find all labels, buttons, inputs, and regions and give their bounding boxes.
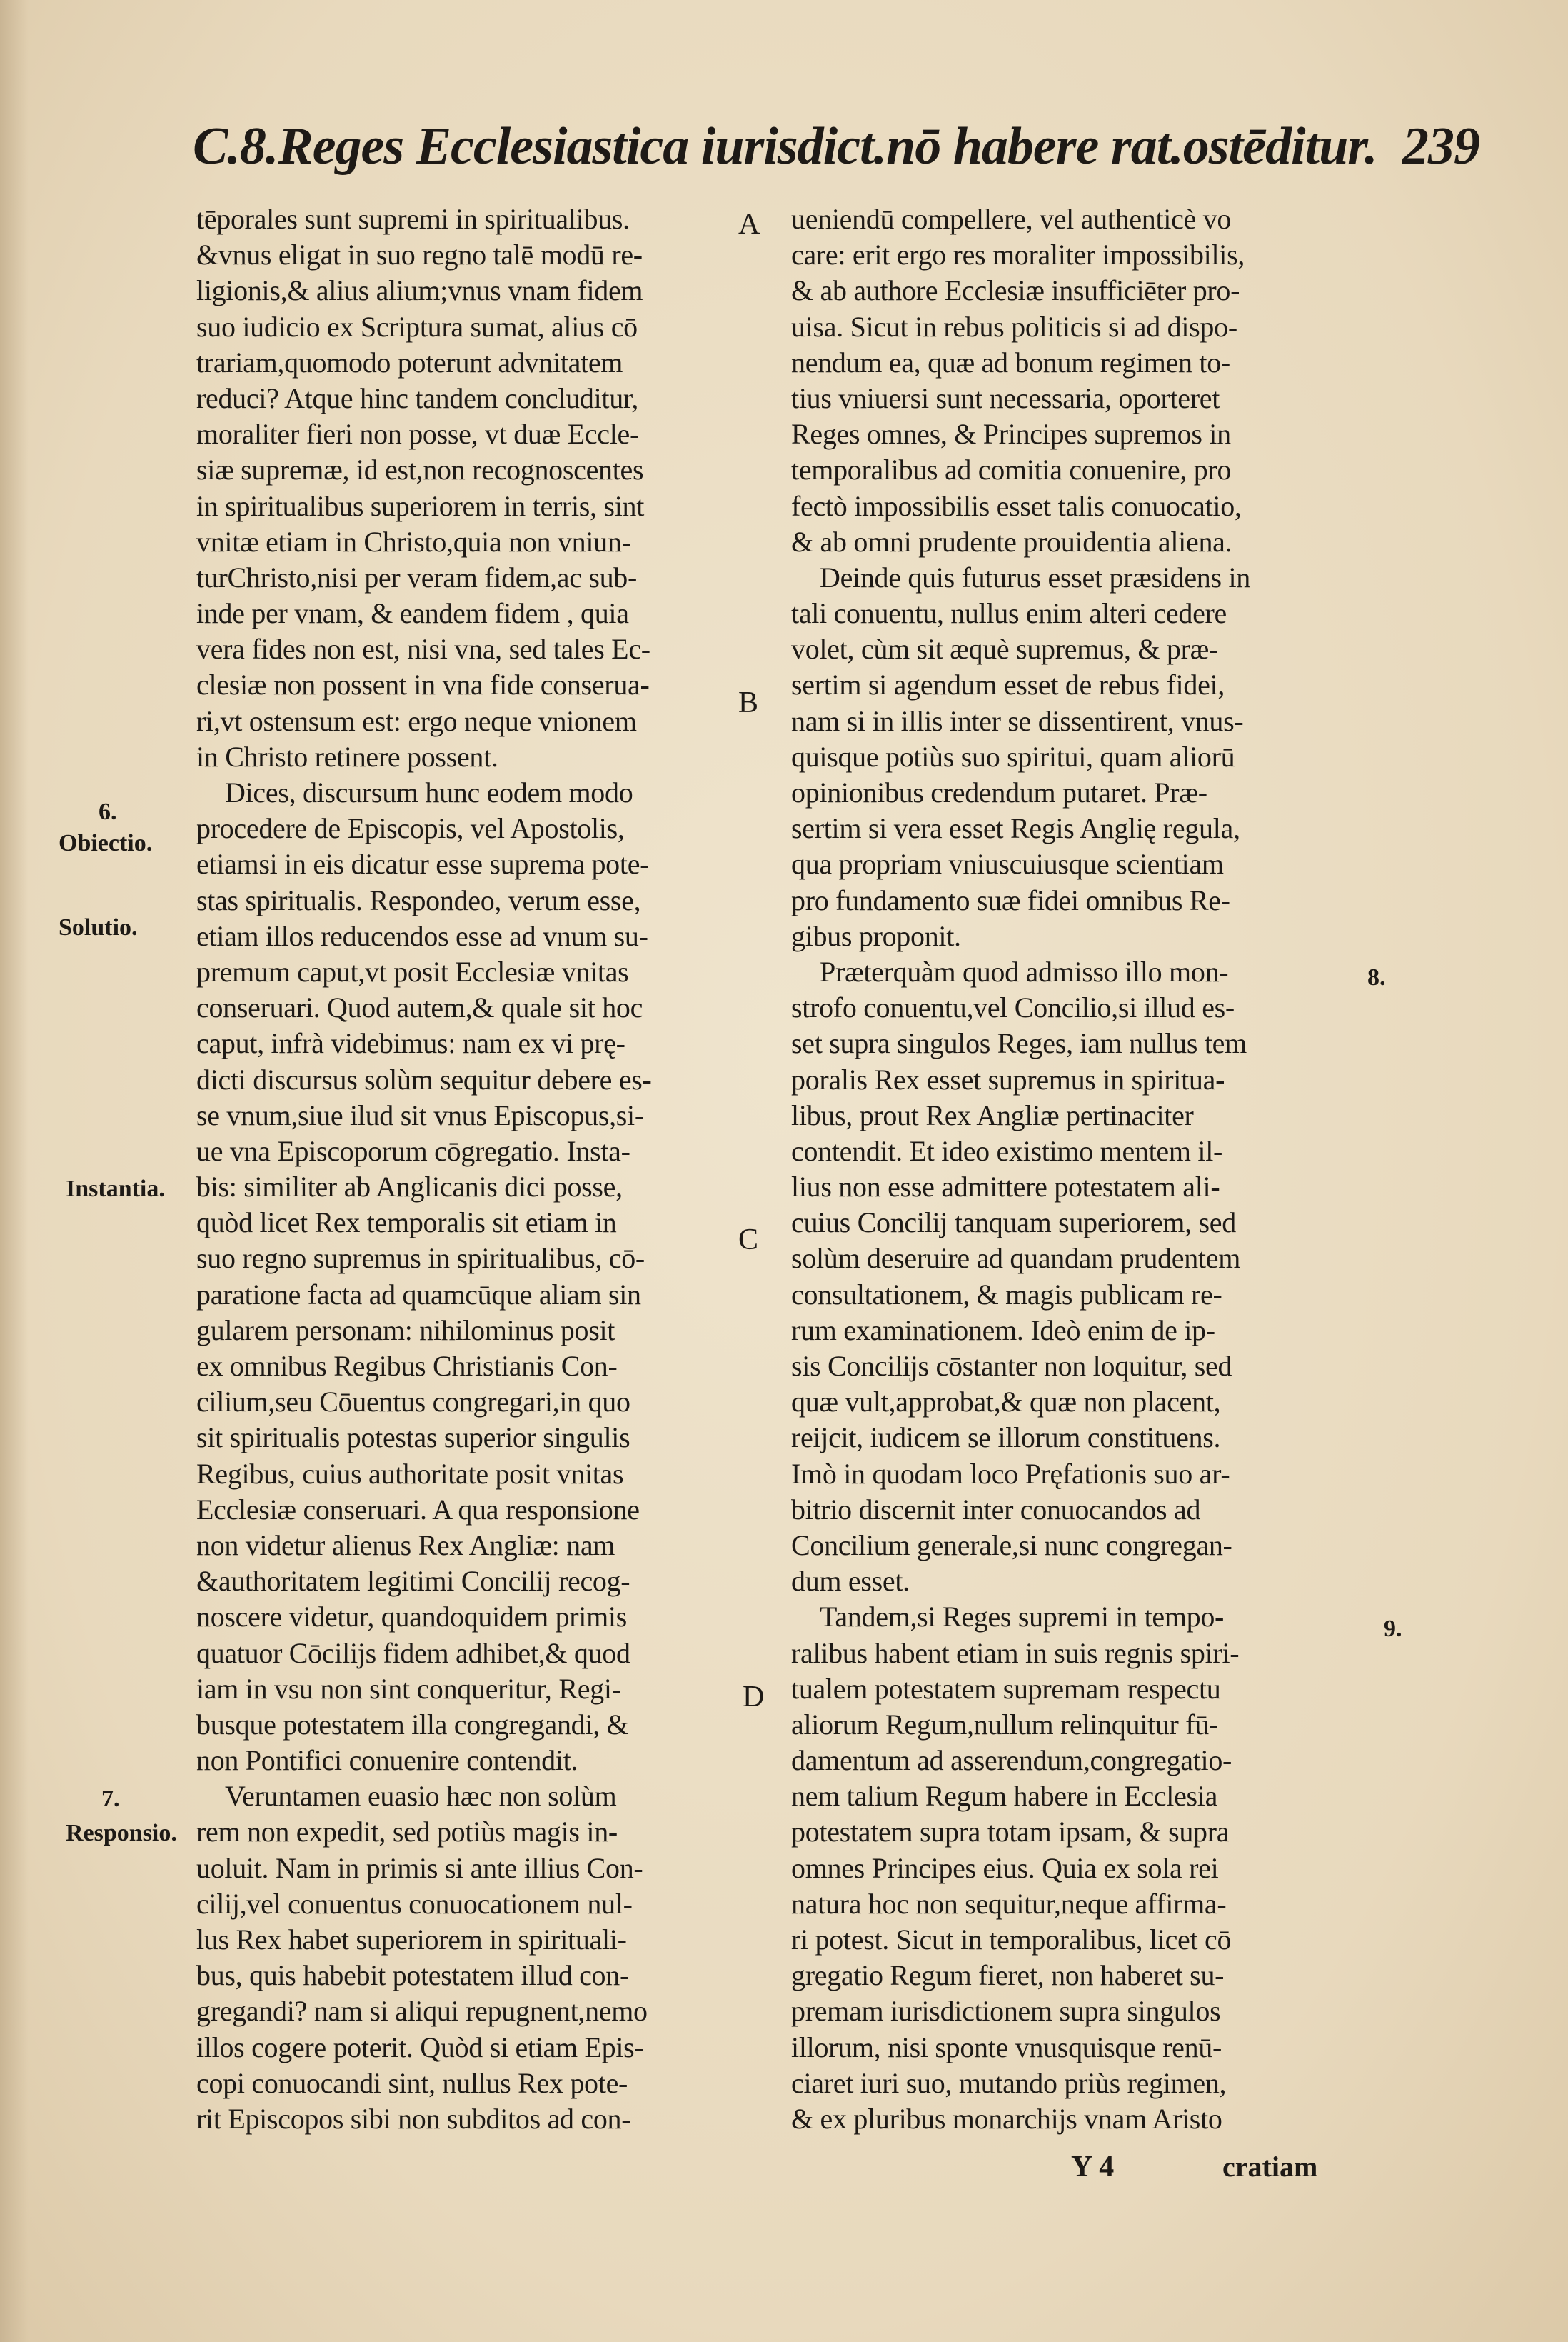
text-line: noscere videtur, quandoquidem primis [196,1601,628,1633]
text-line: opinionibus credendum putaret. Præ- [791,776,1207,809]
signature-mark: Y 4 [1071,2151,1115,2183]
text-line: Concilium generale,si nunc congregan- [791,1528,1232,1561]
text-line: busque potestatem illa congregandi, & [196,1708,629,1741]
text-line: damentum ad asserendum,congregatio- [791,1744,1232,1777]
margin-note-objectio: Obiectio. [59,830,153,856]
text-line: tēporales sunt supremi in spiritualibus. [196,203,630,235]
text-line: premum caput,vt posit Ecclesiæ vnitas [196,955,629,988]
text-line: trariam,quomodo poterunt advnitatem [196,346,623,379]
text-line: clesiæ non possent in vna fide conserua- [196,669,650,701]
text-line: omnes Principes eius. Quia ex sola rei [791,1851,1219,1884]
text-line: nam si in illis inter se dissentirent, vnus- [791,704,1244,737]
text-line: reijcit, iudicem se illorum constituens. [791,1421,1221,1454]
catchword: cratiam [1222,2151,1318,2183]
text-line: caput, infrà videbimus: nam ex vi prę- [196,1027,625,1060]
text-line: pro fundamento suæ fidei omnibus Re- [791,884,1230,916]
text-line: bus, quis habebit potestatem illud con- [196,1959,629,1992]
text-line: in spiritualibus superiorem in terris, sint [196,489,645,522]
text-line: quæ vult,approbat,& quæ non placent, [791,1386,1221,1418]
text-line: sit spiritualis potestas superior singulis [196,1421,630,1454]
text-line: Veruntamen euasio hæc non solùm [225,1780,617,1813]
margin-note-number-6: 6. [99,799,117,825]
text-line: quatuor Cōcilijs fidem adhibet,& quod [196,1636,630,1669]
right-text-column [791,201,1323,2137]
text-line: cilium,seu Cōuentus congregari,in quo [196,1386,630,1418]
text-line: suo iudicio ex Scriptura sumat, alius cō [196,310,638,343]
text-line: in Christo retinere possent. [196,740,498,773]
text-line: tualem potestatem supremam respectu [791,1672,1221,1705]
text-line: siæ supremæ, id est,non recognoscentes [196,454,644,486]
text-line: ralibus habent etiam in suis regnis spiri- [791,1636,1240,1669]
text-line: tali conuentu, nullus enim alteri cedere [791,597,1227,630]
text-line: nem talium Regum habere in Ecclesia [791,1780,1218,1813]
text-line: Præterquàm quod admisso illo mon- [820,955,1229,988]
text-line: volet, cùm sit æquè supremus, & præ- [791,633,1219,666]
text-line: qua propriam vniuscuiusque scientiam [791,848,1224,881]
text-line: potestatem supra totam ipsam, & supra [791,1816,1230,1848]
text-line: strofo conuentu,vel Concilio,si illud es- [791,991,1235,1024]
text-line: Deinde quis futurus esset præsidens in [820,561,1250,594]
text-line: quisque potiùs suo spiritui, quam aliorū [791,740,1235,773]
text-line: rit Episcopos sibi non subditos ad con- [196,2102,631,2135]
text-line: ue vna Episcoporum cōgregatio. Insta- [196,1134,630,1167]
margin-note-number-8: 8. [1367,964,1386,991]
text-line: temporalibus ad comitia conuenire, pro [791,454,1232,486]
text-line: bitrio discernit inter conuocandos ad [791,1493,1201,1526]
margin-note-number-9: 9. [1384,1616,1402,1642]
section-letter-c: C [738,1223,759,1256]
text-line: non videtur alienus Rex Angliæ: nam [196,1528,615,1561]
text-line: consultationem, & magis publicam re- [791,1278,1222,1311]
text-line: gregandi? nam si aliqui repugnent,nemo [196,1995,648,2028]
text-line: uisa. Sicut in rebus politicis si ad dispo- [791,310,1237,343]
text-line: se vnum,siue ilud sit vnus Episcopus,si- [196,1099,644,1131]
text-line: Tandem,si Reges supremi in tempo- [820,1601,1225,1633]
margin-note-instantia: Instantia. [66,1176,165,1202]
text-line: solùm deseruire ad quandam prudentem [791,1242,1241,1275]
text-line: Ecclesiæ conseruari. A qua responsione [196,1493,640,1526]
text-line: gibus proponit. [791,919,961,952]
text-line: illorum, nisi sponte vnusquisque renū- [791,2031,1222,2063]
text-line: lius non esse admittere potestatem ali- [791,1171,1220,1203]
text-line: stas spiritualis. Respondeo, verum esse, [196,884,641,916]
left-text-column [196,201,728,2137]
text-line: sertim si agendum esset de rebus fidei, [791,669,1225,701]
text-line: Dices, discursum hunc eodem modo [225,776,633,809]
text-line: reduci? Atque hinc tandem concluditur, [196,381,639,414]
text-line: inde per vnam, & eandem fidem , quia [196,597,629,630]
text-line: etiamsi in eis dicatur esse suprema pote- [196,848,650,881]
text-line: conseruari. Quod autem,& quale sit hoc [196,991,643,1024]
text-line: aliorum Regum,nullum relinquitur fū- [791,1708,1218,1741]
text-line: ex omnibus Regibus Christianis Con- [196,1350,618,1382]
text-line: nendum ea, quæ ad bonum regimen to- [791,346,1230,379]
text-line: rum examinationem. Ideò enim de ip- [791,1313,1215,1346]
text-line: dum esset. [791,1565,910,1598]
text-line: uoluit. Nam in primis si ante illius Con- [196,1851,643,1884]
margin-note-responsio: Responsio. [66,1820,177,1846]
text-line: &vnus eligat in suo regno talē modū re- [196,239,643,271]
text-line: etiam illos reducendos esse ad vnum su- [196,919,648,952]
text-line: lus Rex habet superiorem in spirituali- [196,1923,627,1956]
text-line: bis: similiter ab Anglicanis dici posse, [196,1171,623,1203]
text-line: sis Concilijs cōstanter non loquitur, sed [791,1350,1232,1382]
running-title: C.8.Reges Ecclesiastica iurisdict.nō habere rat.ostēditur. [193,117,1377,176]
text-line: ri,vt ostensum est: ergo neque vnionem [196,704,637,737]
text-line: non Pontifici conuenire contendit. [196,1744,578,1777]
text-line: Imò in quodam loco Pręfationis suo ar- [791,1457,1230,1490]
text-line: rem non expedit, sed potiùs magis in- [196,1816,618,1848]
section-letter-b: B [738,686,759,719]
text-line: Reges omnes, & Principes supremos in [791,418,1231,451]
text-line: & ab authore Ecclesiæ insufficiēter pro- [791,274,1240,307]
text-line: sertim si vera esset Regis Anglię regula, [791,812,1240,845]
text-line: quòd licet Rex temporalis sit etiam in [196,1206,617,1239]
text-line: ri potest. Sicut in temporalibus, licet cō [791,1923,1232,1956]
text-line: & ex pluribus monarchijs vnam Aristo [791,2102,1222,2135]
text-line: ciaret iuri suo, mutando priùs regimen, [791,2066,1227,2099]
text-line: fectò impossibilis esset talis conuocatio, [791,489,1242,522]
text-line: & ab omni prudente prouidentia aliena. [791,525,1232,558]
text-line: gregatio Regum fieret, non haberet su- [791,1959,1225,1992]
text-line: procedere de Episcopis, vel Apostolis, [196,812,625,845]
text-line: iam in vsu non sint conqueritur, Regi- [196,1672,621,1705]
margin-note-solutio: Solutio. [59,914,138,941]
section-letter-d: D [743,1681,765,1713]
page-number: 239 [1402,117,1479,176]
text-line: turChristo,nisi per veram fidem,ac sub- [196,561,638,594]
text-line: copi conuocandi sint, nullus Rex pote- [196,2066,628,2099]
text-line: moraliter fieri non posse, vt duæ Eccle- [196,418,640,451]
text-line: set supra singulos Reges, iam nullus tem [791,1027,1247,1060]
margin-note-number-7: 7. [101,1786,120,1812]
text-line: ueniendū compellere, vel authenticè vo [791,203,1232,235]
text-line: Regibus, cuius authoritate posit vnitas [196,1457,624,1490]
text-line: tius vniuersi sunt necessaria, oporteret [791,381,1220,414]
page-gutter-shadow [0,0,29,2342]
text-line: vera fides non est, nisi vna, sed tales Ec- [196,633,650,666]
text-line: vnitæ etiam in Christo,quia non vniun- [196,525,631,558]
running-header [193,107,1479,186]
text-line: poralis Rex esset supremus in spiritua- [791,1063,1225,1096]
section-letter-a: A [738,208,760,241]
text-line: premam iurisdictionem supra singulos [791,1995,1221,2028]
text-line: ligionis,& alius alium;vnus vnam fidem [196,274,643,307]
text-line: care: erit ergo res moraliter impossibilis, [791,239,1245,271]
text-line: contendit. Et ideo existimo mentem il- [791,1134,1223,1167]
text-line: cilij,vel conuentus conuocationem nul- [196,1887,633,1920]
text-line: dicti discursus solùm sequitur debere es- [196,1063,652,1096]
text-line: illos cogere poterit. Quòd si etiam Epis- [196,2031,644,2063]
text-line: cuius Concilij tanquam superiorem, sed [791,1206,1236,1239]
text-line: suo regno supremus in spiritualibus, cō- [196,1242,645,1275]
text-line: &authoritatem legitimi Concilij recog- [196,1565,630,1598]
text-line: gularem personam: nihilominus posit [196,1313,615,1346]
text-line: natura hoc non sequitur,neque affirma- [791,1887,1227,1920]
text-line: libus, prout Rex Angliæ pertinaciter [791,1099,1194,1131]
text-line: paratione facta ad quamcūque aliam sin [196,1278,641,1311]
